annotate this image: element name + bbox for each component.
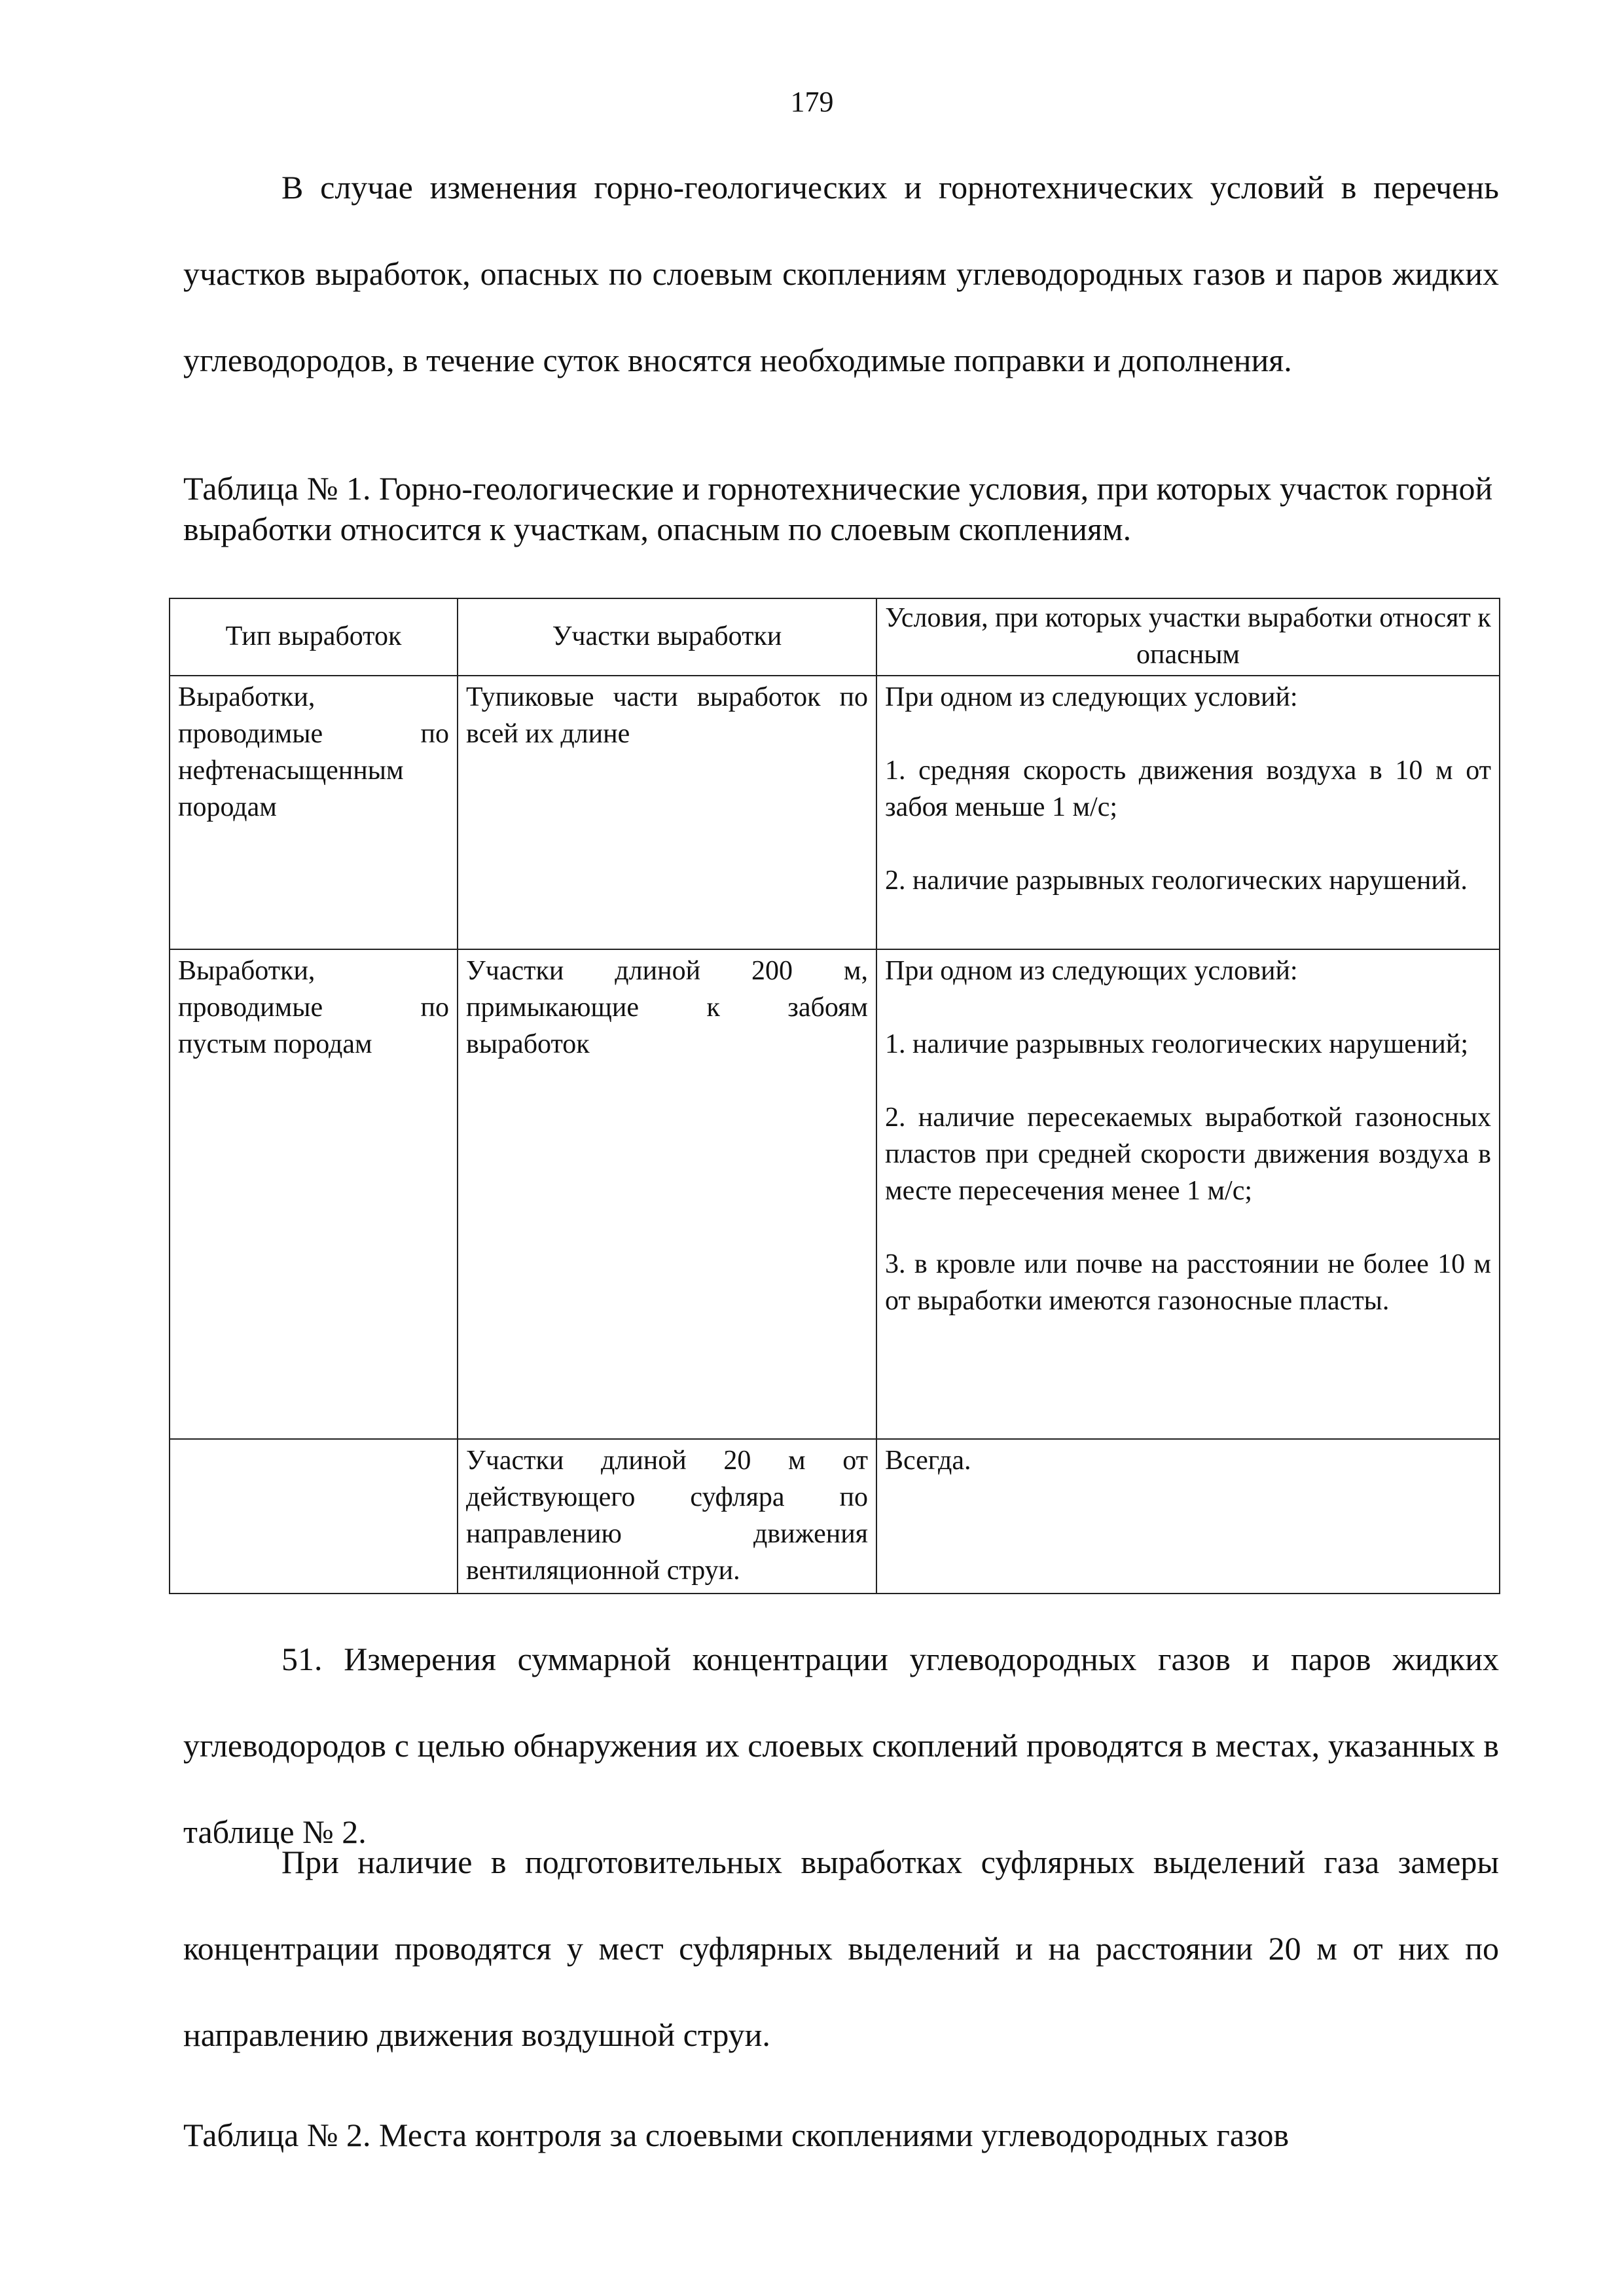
table-row [170,1439,1500,1594]
table-1 [169,598,1500,1594]
table-row [170,676,1500,949]
cell-section: Участки длиной 200 м, примыкающие к забоям выработок [458,949,876,1439]
condition-item: 2. наличие разрывных геологических нарушений. [885,866,1468,896]
table-2-caption: Таблица № 2. Места контроля за слоевыми скоплениями углеводородных газов [183,2117,1290,2153]
cell-conditions [876,676,1500,949]
cell-type [170,1439,458,1594]
condition-item: 1. средняя скорость движения воздуха в 10 м от забоя меньше 1 м/с; [885,756,1491,822]
column-header-section: Участки выработки [458,598,876,676]
condition-item: 2. наличие пересекаемых выработкой газоносных пластов при средней скорости движения воздуха в месте пересечения менее 1 м/с; [885,1102,1491,1206]
paragraph-sufflar-measurements: При наличие в подготовительных выработках суфлярных выделений газа замеры концентрации проводятся у мест суфлярных выделений и на расстоянии 20 м от них по направлению движения воздушной струи. [183,1844,1499,2053]
cell-type: Выработки, проводимые по нефтенасыщенным породам [170,676,458,949]
paragraph-51-measurements: 51. Измерения суммарной концентрации углеводородных газов и паров жидких углеводородов с целью обнаружения их слоевых скоплений проводятся в местах, указанных в таблице № 2. [183,1641,1499,1850]
page-number: 179 [790,86,834,118]
condition-item: 1. наличие разрывных геологических нарушений; [885,1029,1469,1059]
cell-type: Выработки, проводимые по пустым породам [170,949,458,1439]
cell-conditions [876,949,1500,1439]
cell-section: Участки длиной 20 м от действующего суфляра по направлению движения вентиляционной струи. [458,1439,876,1594]
paragraph-conditions-change: В случае изменения горно-геологических и горнотехнических условий в перечень участков выработок, опасных по слоевым скоплениям углеводородных газов и паров жидких углеводородов, в течение суток вносятся необходимые поправки и дополнения. [183,169,1499,378]
column-header-type: Тип выработок [170,598,458,676]
conditions-intro: При одном из следующих условий: [885,682,1298,712]
column-header-conditions: Условия, при которых участки выработки относят к опасным [876,598,1500,676]
conditions-intro: При одном из следующих условий: [885,956,1298,986]
table-1-caption: Таблица № 1. Горно-геологические и горнотехнические условия, при которых участок горной выработки относится к участкам, опасным по слоевым скоплениям. [183,470,1493,547]
table-header-row [170,598,1500,676]
cell-section: Тупиковые части выработок по всей их длине [458,676,876,949]
cell-conditions [876,1439,1500,1594]
conditions-intro: Всегда. [885,1446,971,1476]
condition-item: 3. в кровле или почве на расстоянии не более 10 м от выработки имеются газоносные пласты. [885,1249,1491,1316]
table-row [170,949,1500,1439]
